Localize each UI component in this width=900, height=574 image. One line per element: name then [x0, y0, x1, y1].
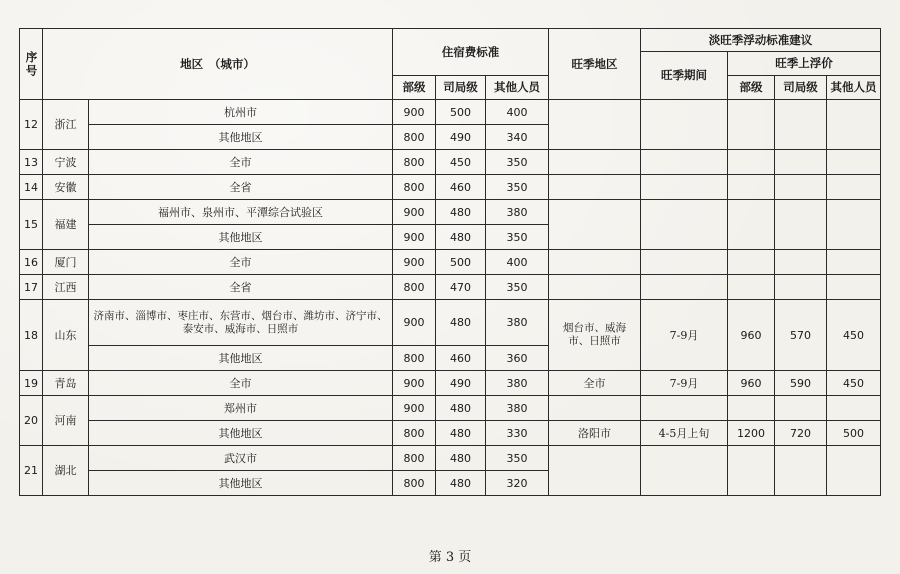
peak-bureau-cell: [775, 396, 827, 421]
dept-rate: 900: [393, 300, 436, 346]
dept-rate: 800: [393, 471, 436, 496]
city-cell: 其他地区: [89, 471, 393, 496]
dept-rate: 900: [393, 396, 436, 421]
city-cell: 其他地区: [89, 421, 393, 446]
dept-rate: 900: [393, 371, 436, 396]
peak-region-cell: [549, 396, 641, 421]
peak-bureau-cell: [775, 100, 827, 150]
bureau-rate: 480: [436, 471, 486, 496]
row-number: 19: [20, 371, 43, 396]
peak-others-cell: [827, 200, 881, 250]
bureau-rate: 450: [436, 150, 486, 175]
peak-period-cell: [641, 250, 728, 275]
dept-rate: 800: [393, 150, 436, 175]
peak-others-cell: 450: [827, 300, 881, 371]
province-cell: 安徽: [43, 175, 89, 200]
table-row: [20, 300, 881, 346]
peak-dept-cell: 1200: [728, 421, 775, 446]
bureau-rate: 480: [436, 421, 486, 446]
dept-rate: 900: [393, 250, 436, 275]
peak-region-cell: [549, 100, 641, 150]
province-cell: 河南: [43, 396, 89, 446]
table-row: [20, 150, 881, 175]
peak-bureau-cell: 570: [775, 300, 827, 371]
city-cell: 其他地区: [89, 225, 393, 250]
peak-region-cell: 烟台市、威海市、日照市: [549, 300, 641, 371]
peak-others-cell: [827, 446, 881, 496]
bureau-rate: 460: [436, 175, 486, 200]
dept-rate: 800: [393, 421, 436, 446]
peak-period-cell: [641, 175, 728, 200]
row-number: 18: [20, 300, 43, 371]
table-row: [20, 371, 881, 396]
header-peak-others: 其他人员: [827, 76, 881, 100]
others-rate: 350: [486, 175, 549, 200]
peak-region-cell: [549, 250, 641, 275]
table-row: [20, 421, 881, 446]
city-cell: 福州市、泉州市、平潭综合试验区: [89, 200, 393, 225]
header-region: 地区 （城市）: [43, 29, 393, 100]
province-cell: 山东: [43, 300, 89, 371]
header-others: 其他人员: [486, 76, 549, 100]
peak-dept-cell: [728, 446, 775, 496]
peak-period-cell: 7-9月: [641, 300, 728, 371]
others-rate: 350: [486, 225, 549, 250]
bureau-rate: 500: [436, 250, 486, 275]
others-rate: 400: [486, 250, 549, 275]
bureau-rate: 480: [436, 225, 486, 250]
peak-bureau-cell: [775, 175, 827, 200]
table-row: [20, 175, 881, 200]
peak-region-cell: 全市: [549, 371, 641, 396]
peak-period-cell: 4-5月上旬: [641, 421, 728, 446]
others-rate: 330: [486, 421, 549, 446]
peak-period-cell: [641, 150, 728, 175]
header-peak-bureau: 司局级: [775, 76, 827, 100]
peak-others-cell: 450: [827, 371, 881, 396]
province-cell: 湖北: [43, 446, 89, 496]
header-peak-float-advice: 淡旺季浮动标准建议: [641, 29, 881, 52]
dept-rate: 800: [393, 175, 436, 200]
table-row: [20, 446, 881, 471]
others-rate: 350: [486, 446, 549, 471]
peak-region-cell: [549, 150, 641, 175]
peak-dept-cell: [728, 100, 775, 150]
page-number: 第 3 页: [428, 550, 472, 565]
city-cell: 济南市、淄博市、枣庄市、东营市、烟台市、潍坊市、济宁市、泰安市、威海市、日照市: [89, 300, 393, 346]
peak-others-cell: [827, 396, 881, 421]
header-dept: 部级: [393, 76, 436, 100]
peak-dept-cell: [728, 175, 775, 200]
others-rate: 320: [486, 471, 549, 496]
peak-region-cell: [549, 446, 641, 496]
peak-region-cell: 洛阳市: [549, 421, 641, 446]
row-number: 15: [20, 200, 43, 250]
row-number: 12: [20, 100, 43, 150]
header-row-1: [20, 29, 881, 52]
peak-period-cell: [641, 200, 728, 250]
peak-others-cell: [827, 100, 881, 150]
bureau-rate: 480: [436, 300, 486, 346]
city-cell: 武汉市: [89, 446, 393, 471]
row-number: 21: [20, 446, 43, 496]
table-row: [20, 250, 881, 275]
header-peak-region: 旺季地区: [549, 29, 641, 100]
table-row: [20, 396, 881, 421]
row-number: 14: [20, 175, 43, 200]
bureau-rate: 480: [436, 200, 486, 225]
others-rate: 380: [486, 396, 549, 421]
header-peak-period: 旺季期间: [641, 52, 728, 100]
peak-others-cell: [827, 250, 881, 275]
province-cell: 江西: [43, 275, 89, 300]
dept-rate: 900: [393, 225, 436, 250]
city-cell: 全市: [89, 150, 393, 175]
city-cell: 其他地区: [89, 346, 393, 371]
peak-dept-cell: [728, 150, 775, 175]
header-bureau: 司局级: [436, 76, 486, 100]
row-number: 16: [20, 250, 43, 275]
province-cell: 福建: [43, 200, 89, 250]
dept-rate: 800: [393, 275, 436, 300]
others-rate: 350: [486, 150, 549, 175]
city-cell: 杭州市: [89, 100, 393, 125]
others-rate: 350: [486, 275, 549, 300]
city-cell: 其他地区: [89, 125, 393, 150]
peak-others-cell: [827, 175, 881, 200]
row-number: 20: [20, 396, 43, 446]
peak-others-cell: [827, 150, 881, 175]
city-cell: 全省: [89, 175, 393, 200]
peak-period-cell: 7-9月: [641, 371, 728, 396]
peak-bureau-cell: [775, 200, 827, 250]
city-cell: 全市: [89, 371, 393, 396]
peak-dept-cell: [728, 396, 775, 421]
peak-dept-cell: [728, 275, 775, 300]
peak-dept-cell: 960: [728, 300, 775, 371]
peak-dept-cell: [728, 200, 775, 250]
peak-dept-cell: [728, 250, 775, 275]
table-row: [20, 275, 881, 300]
peak-bureau-cell: 720: [775, 421, 827, 446]
dept-rate: 800: [393, 125, 436, 150]
province-cell: 宁波: [43, 150, 89, 175]
province-cell: 青岛: [43, 371, 89, 396]
others-rate: 380: [486, 200, 549, 225]
table-row: [20, 100, 881, 125]
peak-bureau-cell: [775, 275, 827, 300]
others-rate: 400: [486, 100, 549, 125]
row-number: 13: [20, 150, 43, 175]
peak-bureau-cell: [775, 250, 827, 275]
row-number: 17: [20, 275, 43, 300]
province-cell: 厦门: [43, 250, 89, 275]
peak-period-cell: [641, 396, 728, 421]
city-cell: 郑州市: [89, 396, 393, 421]
peak-period-cell: [641, 100, 728, 150]
others-rate: 360: [486, 346, 549, 371]
bureau-rate: 490: [436, 125, 486, 150]
header-peak-dept: 部级: [728, 76, 775, 100]
dept-rate: 800: [393, 346, 436, 371]
header-lodging-standard: 住宿费标准: [393, 29, 549, 76]
peak-others-cell: 500: [827, 421, 881, 446]
bureau-rate: 460: [436, 346, 486, 371]
peak-period-cell: [641, 446, 728, 496]
peak-dept-cell: 960: [728, 371, 775, 396]
peak-region-cell: [549, 175, 641, 200]
dept-rate: 900: [393, 100, 436, 125]
peak-bureau-cell: [775, 150, 827, 175]
bureau-rate: 470: [436, 275, 486, 300]
dept-rate: 800: [393, 446, 436, 471]
dept-rate: 900: [393, 200, 436, 225]
peak-period-cell: [641, 275, 728, 300]
others-rate: 380: [486, 371, 549, 396]
header-peak-price: 旺季上浮价: [728, 52, 881, 76]
bureau-rate: 480: [436, 396, 486, 421]
city-cell: 全市: [89, 250, 393, 275]
lodging-rate-table: [19, 28, 881, 496]
others-rate: 380: [486, 300, 549, 346]
province-cell: 浙江: [43, 100, 89, 150]
bureau-rate: 490: [436, 371, 486, 396]
others-rate: 340: [486, 125, 549, 150]
peak-bureau-cell: 590: [775, 371, 827, 396]
peak-others-cell: [827, 275, 881, 300]
bureau-rate: 480: [436, 446, 486, 471]
bureau-rate: 500: [436, 100, 486, 125]
peak-bureau-cell: [775, 446, 827, 496]
peak-region-cell: [549, 275, 641, 300]
peak-region-cell: [549, 200, 641, 250]
table-row: [20, 200, 881, 225]
header-seq: 序号: [20, 29, 43, 100]
city-cell: 全省: [89, 275, 393, 300]
